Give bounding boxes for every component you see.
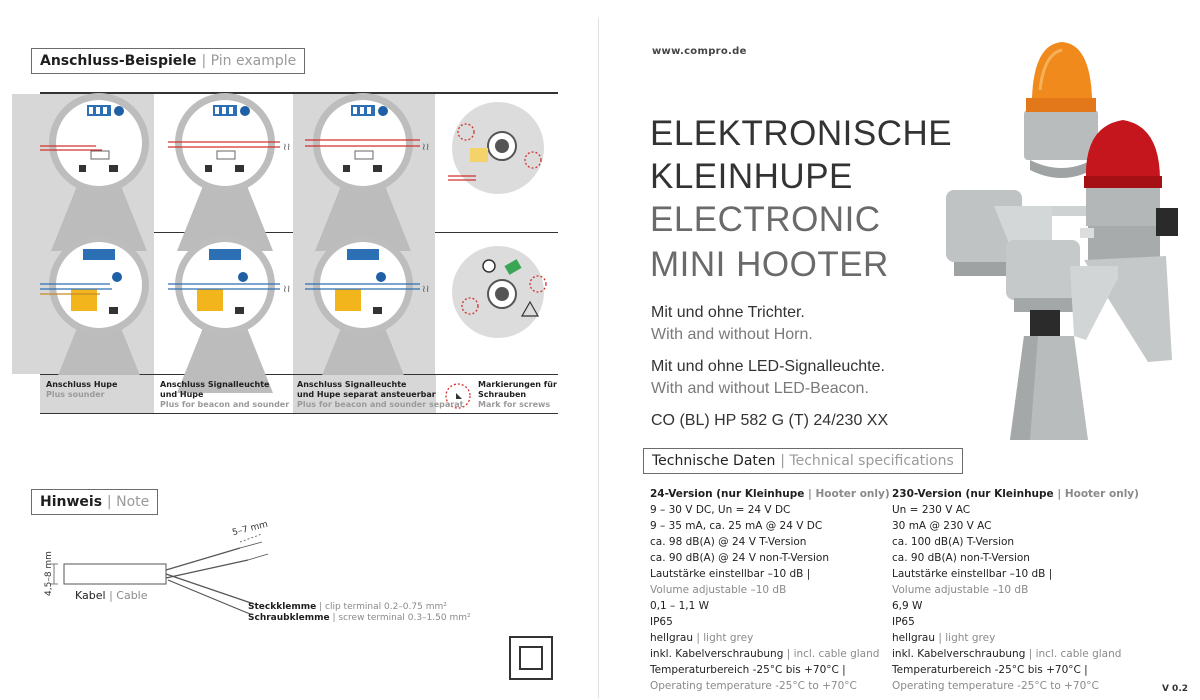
cable-diameter: 4,5–8 mm (44, 551, 54, 596)
wiring-diagrams (0, 0, 600, 440)
spec-230-header: 230-Version (nur Kleinhupe | Hooter only) (892, 488, 1139, 500)
spec-230-db-nont: ca. 90 dB(A) non-T-Version (892, 552, 1030, 564)
spec-column-24v (650, 486, 890, 694)
subtitle-beacon-en: With and without LED-Beacon. (651, 380, 869, 397)
spec-24-volume-en: Volume adjustable –10 dB (650, 584, 787, 596)
tech-specs-underline (643, 473, 948, 474)
spec-230-db-t: ca. 100 dB(A) T-Version (892, 536, 1015, 548)
product-illustration (934, 40, 1196, 450)
spec-230-volume-de: Lautstärke einstellbar –10 dB | (892, 568, 1053, 580)
spec-24-db-t: ca. 98 dB(A) @ 24 V T-Version (650, 536, 807, 548)
title-de-1: ELEKTRONISCHE (650, 114, 953, 153)
spec-230-ip: IP65 (892, 616, 915, 628)
pin-example-header: Anschluss-Beispiele | Pin example (31, 48, 305, 74)
subtitle-horn-en: With and without Horn. (651, 326, 813, 343)
spec-230-gland: inkl. Kabelverschraubung | incl. cable gland (892, 648, 1122, 660)
svg-text:≀≀: ≀≀ (422, 142, 430, 153)
spec-230-volume-en: Volume adjustable –10 dB (892, 584, 1029, 596)
website: www.compro.de (652, 46, 747, 57)
spec-24-power: 0,1 – 1,1 W (650, 600, 710, 612)
subtitle-horn-de: Mit und ohne Trichter. (651, 304, 805, 321)
svg-text:≀≀: ≀≀ (283, 284, 291, 295)
clip-terminal-text: Steckklemme | clip terminal 0.2–0.75 mm² (248, 602, 447, 612)
caption-separate: Anschluss Signalleuchte und Hupe separat ansteuerbar Plus for beacon and sounder separat (297, 380, 464, 409)
spec-24-color: hellgrau | light grey (650, 632, 754, 644)
spec-24-db-nont: ca. 90 dB(A) @ 24 V non-T-Version (650, 552, 830, 564)
caption-beacon-sounder: Anschluss Signalleuchte und Hupe Plus for beacon and sounder (160, 380, 290, 409)
spec-230-temp-en: Operating temperature -25°C to +70°C (892, 680, 1099, 692)
pin-example-label-en: Pin example (210, 53, 297, 69)
caption-screws: Markierungen für Schrauben Mark for screws (478, 380, 557, 409)
spec-230-temp-de: Temperaturbereich -25°C bis +70°C | (892, 664, 1088, 676)
title-en-1: ELECTRONIC (650, 200, 881, 239)
spec-230-current: 30 mA @ 230 V AC (892, 520, 992, 532)
svg-text:≀≀: ≀≀ (283, 142, 291, 153)
class-ii-icon (509, 636, 553, 680)
spec-24-ip: IP65 (650, 616, 673, 628)
screw-terminal-text: Schraubklemme | screw terminal 0.3–1.50 mm² (248, 613, 471, 623)
subtitle-beacon-de: Mit und ohne LED-Signalleuchte. (651, 358, 885, 375)
tech-specs-header: Technische Daten | Technical specifications (643, 448, 963, 474)
spec-230-power: 6,9 W (892, 600, 923, 612)
spec-24-current: 9 – 35 mA, ca. 25 mA @ 24 V DC (650, 520, 823, 532)
spec-24-voltage: 9 – 30 V DC, Un = 24 V DC (650, 504, 791, 516)
pin-example-label: Anschluss-Beispiele (40, 53, 197, 69)
svg-text:≀≀: ≀≀ (422, 284, 430, 295)
caption-sounder: Anschluss Hupe Plus sounder (46, 380, 118, 399)
note-underline (31, 514, 143, 515)
spec-24-gland: inkl. Kabelverschraubung | incl. cable gland (650, 648, 880, 660)
note-header: Hinweis | Note (31, 489, 158, 515)
right-page (600, 0, 1200, 700)
spec-230-color: hellgrau | light grey (892, 632, 996, 644)
title-de-2: KLEINHUPE (650, 157, 853, 196)
spec-24-header: 24-Version (nur Kleinhupe | Hooter only) (650, 488, 890, 500)
cable-label: Kabel | Cable (75, 589, 148, 602)
spec-column-230v (892, 486, 1139, 694)
strip-length: 5–7 mm (231, 519, 270, 539)
model-number: CO (BL) HP 582 G (T) 24/230 XX (651, 412, 889, 429)
spec-24-temp-en: Operating temperature -25°C to +70°C (650, 680, 857, 692)
spec-24-temp-de: Temperaturbereich -25°C bis +70°C | (650, 664, 846, 676)
title-en-2: MINI HOOTER (650, 245, 889, 284)
version-tag: V 0.2 (1161, 684, 1188, 694)
spec-230-voltage: Un = 230 V AC (892, 504, 971, 516)
spec-24-volume-de: Lautstärke einstellbar –10 dB | (650, 568, 811, 580)
page-divider (598, 18, 599, 698)
